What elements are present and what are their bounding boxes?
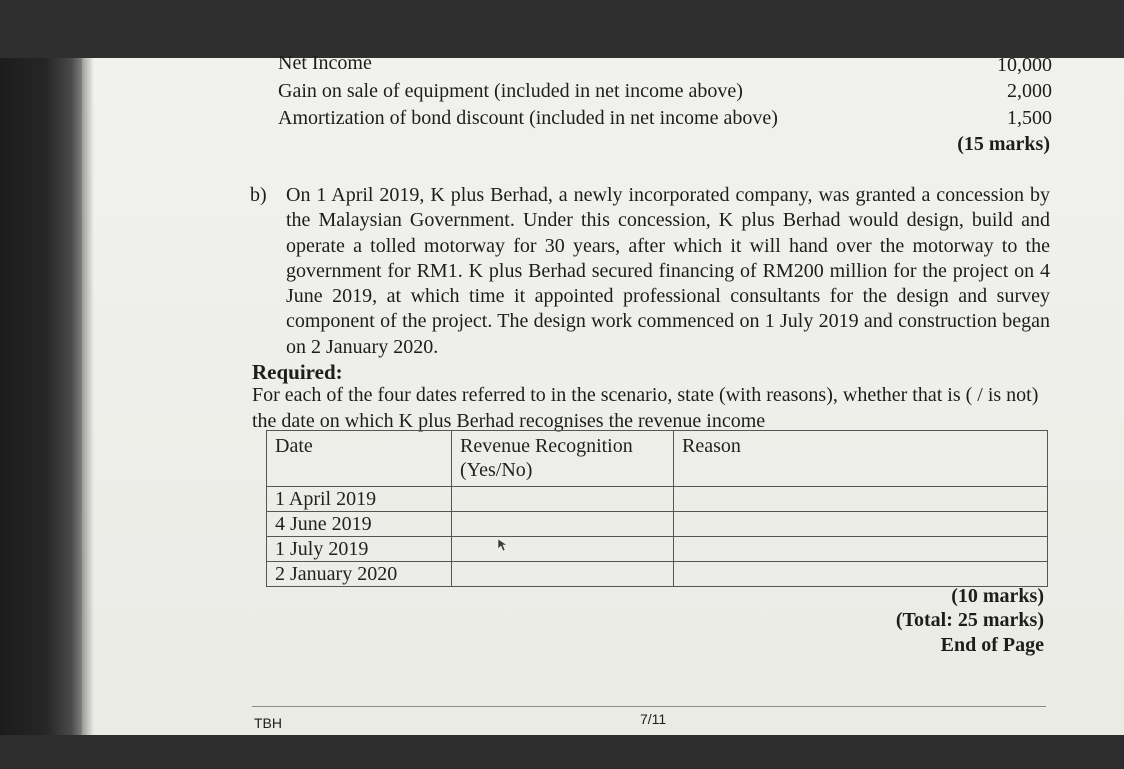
- row-recognition-cell[interactable]: [452, 537, 674, 562]
- row-reason-cell[interactable]: [674, 562, 1048, 587]
- footer-rule: [252, 706, 1046, 707]
- part-b-marks: (10 marks): [951, 585, 1044, 607]
- row-date: 2 January 2020: [267, 562, 452, 587]
- bottom-dark-band: [0, 735, 1124, 769]
- exam-page: [82, 52, 1124, 735]
- net-income-value: 10,000: [997, 54, 1052, 76]
- part-b-marker: b): [250, 184, 267, 206]
- row-recognition-cell[interactable]: [452, 487, 674, 512]
- row-reason-cell[interactable]: [674, 487, 1048, 512]
- left-dark-edge: [0, 58, 84, 735]
- gain-on-sale-label: Gain on sale of equipment (included in net income above): [278, 80, 743, 102]
- header-revenue-recognition: Revenue Recognition (Yes/No): [452, 431, 674, 487]
- end-of-page: End of Page: [940, 634, 1044, 656]
- part-b-text: On 1 April 2019, K plus Berhad, a newly incorporated company, was granted a concession by the Malaysian Government. Under this concession, K plus Berhad would design, build and operate a tolled motorway for 30 years, after which it will hand over the motorway to the government for RM1. K plus Berhad secured financing of RM200 million for the project on 4 June 2019, at which time it appointed professional consultants for the design and survey component of the project. The design work commenced on 1 July 2019 and construction began on 2 January 2020.: [286, 184, 1050, 358]
- required-heading: Required:: [252, 360, 343, 384]
- table-row: [267, 512, 1048, 537]
- mouse-pointer-icon: [497, 538, 509, 552]
- row-date: 1 April 2019: [267, 487, 452, 512]
- row-date: 4 June 2019: [267, 512, 452, 537]
- table-row: [267, 562, 1048, 587]
- gain-on-sale-value: 2,000: [1007, 80, 1052, 102]
- part-a-marks: (15 marks): [957, 133, 1050, 155]
- table-header-row: [267, 431, 1048, 487]
- table-row: [267, 537, 1048, 562]
- total-marks: (Total: 25 marks): [895, 609, 1044, 631]
- page-number: 7/11: [640, 711, 667, 727]
- top-dark-band: [0, 0, 1124, 58]
- bond-amortization-label: Amortization of bond discount (included in net income above): [278, 107, 778, 129]
- row-date: 1 July 2019: [267, 537, 452, 562]
- part-b-paragraph: [250, 183, 1050, 360]
- row-recognition-cell[interactable]: [452, 512, 674, 537]
- bond-amortization-value: 1,500: [1007, 107, 1052, 129]
- header-date: Date: [267, 431, 452, 487]
- table-row: [267, 487, 1048, 512]
- footer-code: TBH: [254, 715, 282, 731]
- row-reason-cell[interactable]: [674, 537, 1048, 562]
- instruction-text: For each of the four dates referred to in the scenario, state (with reasons), whether that is ( / is not) the date on which K plus Berhad recognises the revenue income: [252, 384, 1039, 432]
- row-recognition-cell[interactable]: [452, 562, 674, 587]
- revenue-recognition-table: [266, 430, 1048, 587]
- header-reason: Reason: [674, 431, 1048, 487]
- row-reason-cell[interactable]: [674, 512, 1048, 537]
- net-income-label: Net Income: [278, 52, 372, 74]
